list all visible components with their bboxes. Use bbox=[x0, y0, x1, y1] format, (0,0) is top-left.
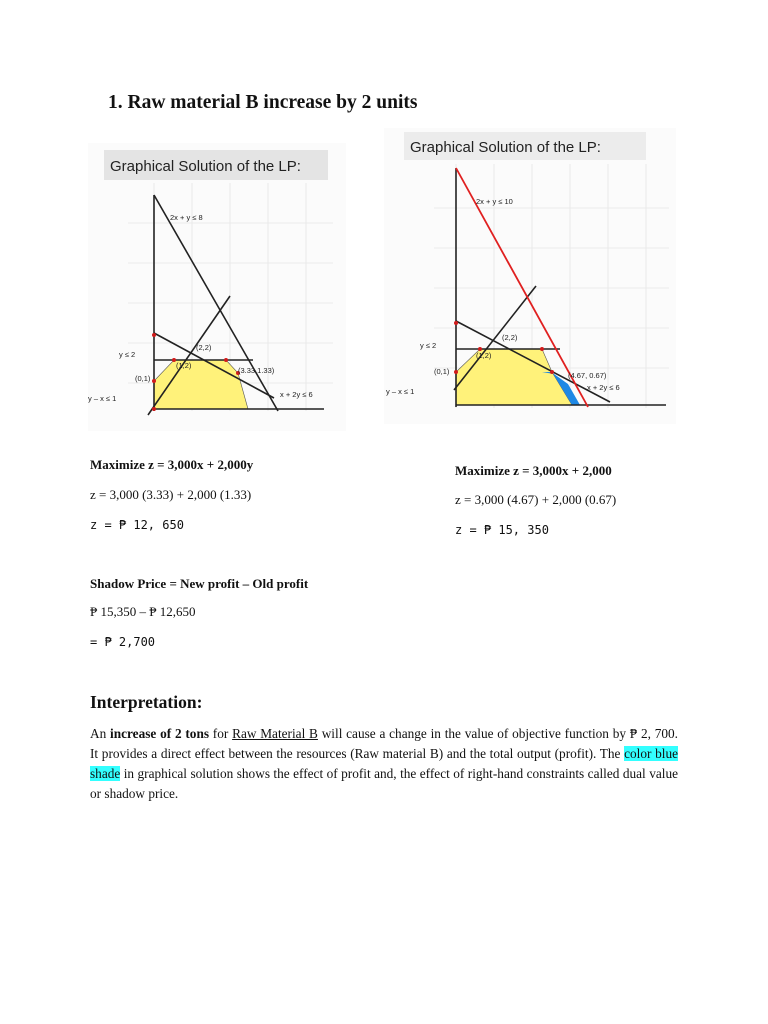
left-label-p2: (1,2) bbox=[176, 361, 192, 370]
left-result: z = ₱ 12, 650 bbox=[90, 518, 184, 532]
para-highlight-blue-shade: color blue shade bbox=[90, 746, 678, 781]
graph-right bbox=[384, 128, 676, 424]
interpretation-paragraph bbox=[90, 724, 678, 804]
para-text-start: An bbox=[90, 726, 111, 741]
interpretation-heading: Interpretation: bbox=[90, 692, 203, 712]
right-label-p1: (0,1) bbox=[434, 367, 450, 376]
shadow-difference: ₱ 15,350 – ₱ 12,650 bbox=[90, 604, 196, 619]
graph-right-title: Graphical Solution of the LP: bbox=[410, 139, 601, 156]
shadow-result: = ₱ 2,700 bbox=[90, 635, 156, 649]
left-label-c2: y ≤ 2 bbox=[119, 350, 136, 359]
right-label-p3: (2,2) bbox=[502, 333, 518, 342]
section-number: 1. bbox=[108, 92, 123, 113]
right-objective: Maximize z = 3,000x + 2,000 bbox=[455, 463, 612, 478]
para-bold-increase: increase of 2 tons bbox=[110, 726, 210, 741]
graph-left-title: Graphical Solution of the LP: bbox=[110, 158, 301, 175]
right-label-c2: y ≤ 2 bbox=[420, 341, 437, 350]
right-label-p2: (1,2) bbox=[476, 351, 492, 360]
graph-left bbox=[88, 143, 346, 431]
para-text-for: for bbox=[209, 726, 233, 741]
right-label-c4: x + 2y ≤ 6 bbox=[587, 383, 620, 392]
shadow-formula: Shadow Price = New profit – Old profit bbox=[90, 576, 309, 591]
right-result: z = ₱ 15, 350 bbox=[455, 523, 549, 537]
right-label-c3: y – x ≤ 1 bbox=[386, 387, 415, 396]
left-label-c4: x + 2y ≤ 6 bbox=[280, 390, 313, 399]
para-text-middle: will cause a change in the value of objective function by ₱ 2, 700. It provides a direct effect between the resources (Raw material B) and the total output (profit). The bbox=[90, 726, 678, 761]
left-label-c1: 2x + y ≤ 8 bbox=[170, 213, 203, 222]
section-heading bbox=[108, 92, 417, 114]
para-text-end: in graphical solution shows the effect of profit and, the effect of right-hand constraints called dual value or shadow price. bbox=[90, 766, 678, 801]
left-substitution: z = 3,000 (3.33) + 2,000 (1.33) bbox=[90, 487, 252, 502]
section-title: Raw material B increase by 2 units bbox=[127, 92, 418, 113]
left-label-c3: y – x ≤ 1 bbox=[88, 394, 117, 403]
right-label-p4: (4.67, 0.67) bbox=[568, 371, 607, 380]
right-substitution: z = 3,000 (4.67) + 2,000 (0.67) bbox=[455, 492, 617, 507]
left-label-p1: (0,1) bbox=[135, 374, 151, 383]
left-objective: Maximize z = 3,000x + 2,000y bbox=[90, 457, 254, 472]
para-underline-raw-material: Raw Material B bbox=[232, 726, 318, 741]
left-label-p4: (3.33,1.33) bbox=[238, 366, 275, 375]
left-label-p3: (2,2) bbox=[196, 343, 212, 352]
right-label-c1: 2x + y ≤ 10 bbox=[476, 197, 513, 206]
